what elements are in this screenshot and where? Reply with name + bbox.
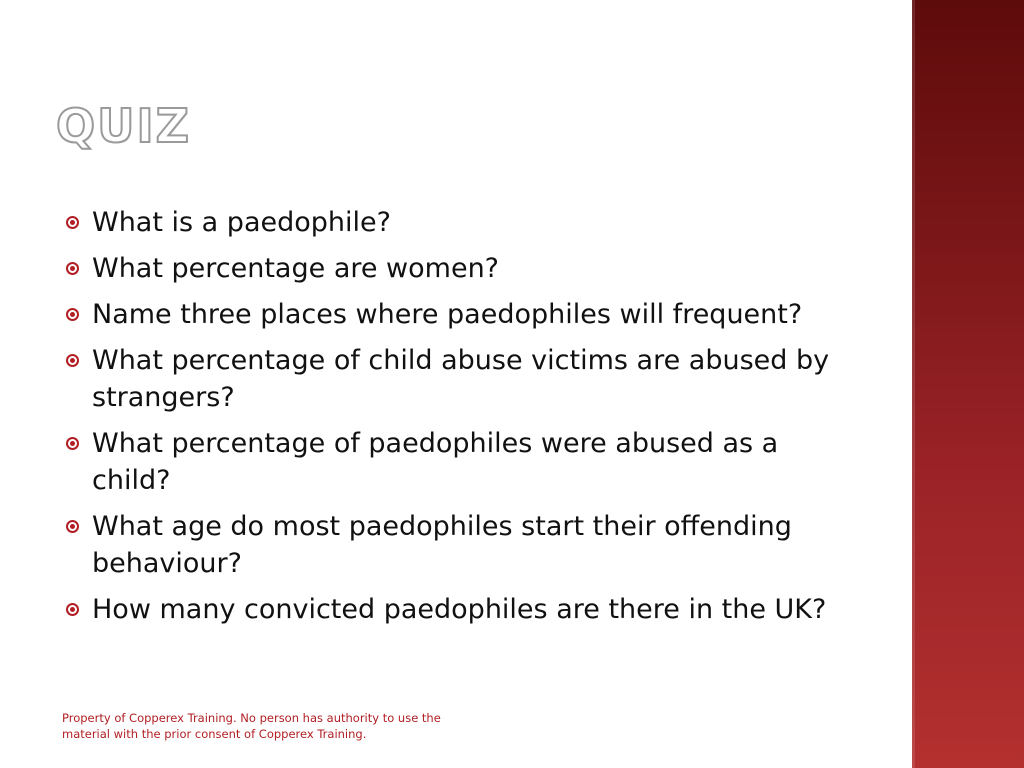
radio-bullet-icon bbox=[66, 216, 79, 229]
bullet-item bbox=[62, 250, 852, 287]
radio-bullet-icon bbox=[66, 262, 79, 275]
bullet-item bbox=[62, 591, 852, 628]
bullet-text: Name three places where paedophiles will frequent? bbox=[92, 299, 803, 330]
radio-bullet-icon bbox=[66, 308, 79, 321]
radio-bullet-icon bbox=[66, 437, 79, 450]
bullet-text: What percentage of paedophiles were abused as a child? bbox=[92, 428, 779, 496]
bullet-text: What age do most paedophiles start their offending behaviour? bbox=[92, 511, 792, 579]
bullet-list bbox=[62, 204, 852, 637]
bullet-item bbox=[62, 508, 852, 582]
bullet-text: What is a paedophile? bbox=[92, 207, 391, 238]
bullet-text: What percentage of child abuse victims are abused by strangers? bbox=[92, 345, 830, 413]
bullet-item bbox=[62, 296, 852, 333]
bullet-item bbox=[62, 425, 852, 499]
radio-bullet-icon bbox=[66, 354, 79, 367]
copyright-footer: Property of Copperex Training. No person has authority to use the material with the prior consent of Copperex Training. bbox=[62, 711, 441, 741]
bullet-text: How many convicted paedophiles are there in the UK? bbox=[92, 594, 827, 625]
radio-bullet-icon bbox=[66, 520, 79, 533]
bullet-item bbox=[62, 204, 852, 241]
decorative-side-band bbox=[912, 0, 1024, 768]
radio-bullet-icon bbox=[66, 603, 79, 616]
bullet-item bbox=[62, 342, 852, 416]
slide-title: QUIZ bbox=[56, 99, 191, 153]
bullet-text: What percentage are women? bbox=[92, 253, 500, 284]
